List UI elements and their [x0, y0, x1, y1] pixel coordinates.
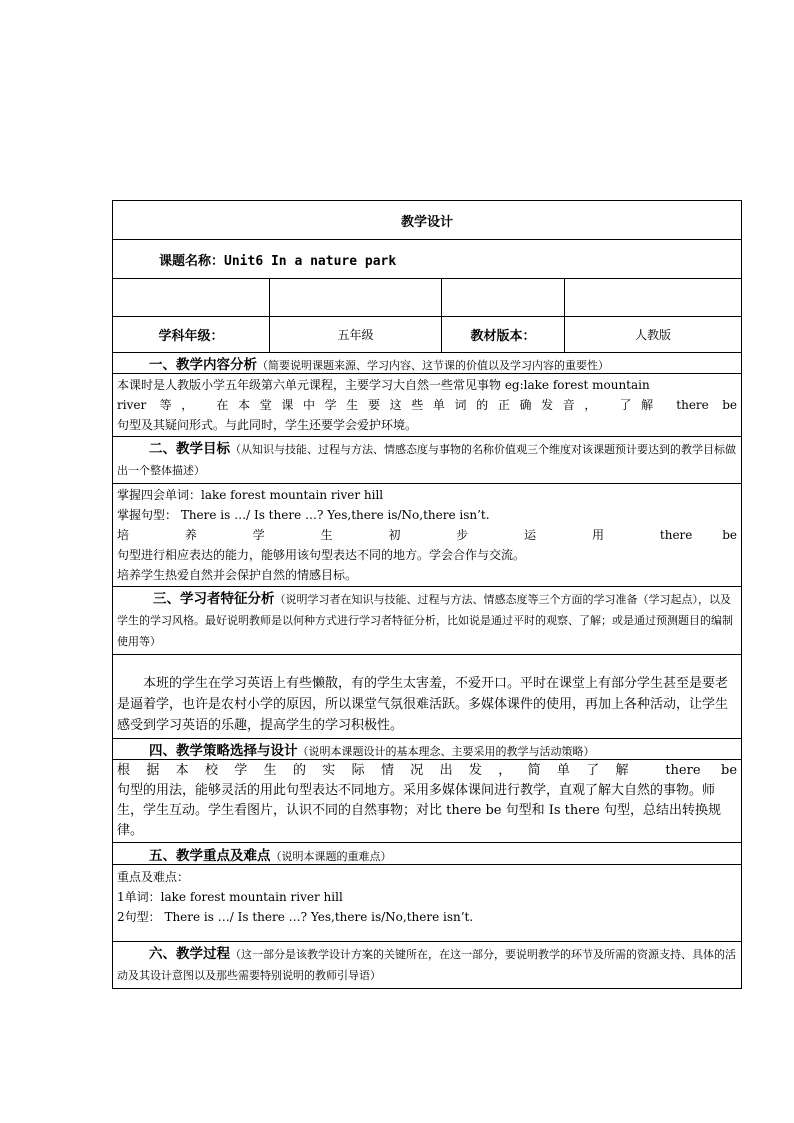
section-3-heading: 三、学习者特征分析 — [153, 591, 275, 607]
course-name-row — [113, 240, 742, 279]
section-1-line-3: 句型及其疑问形式。与此同时，学生还要学会爱护环境。 — [117, 418, 418, 432]
section-2-line-1: 掌握四会单词：lake forest mountain river hill — [117, 488, 384, 502]
section-4-line-1: 根据本校学生的实际情况出发，简单了解 there be — [117, 763, 738, 778]
section-1-body — [113, 374, 742, 437]
section-5-header — [113, 843, 742, 865]
section-6-note: （这一部分是该教学设计方案的关键所在，在这一部分，要说明教学的环节及所需的资源支持、具体的活动及其设计意图以及那些需要特别说明的教师引导语） — [117, 948, 736, 982]
section-6-header — [113, 942, 742, 989]
section-3-body: 本班的学生在学习英语上有些懒散，有的学生太害羞，不爱开口。平时在课堂上有部分学生甚至是要老是逼着学，也许是农村小学的原因，所以课堂气氛很难活跃。多媒体课件的使用，再加上各种活动，让学生感受到学习英语的乐趣，提高学生的学习积极性。 — [117, 676, 729, 733]
section-1-line-2: river 等， 在本堂课中学生要这些单词的正确发音， 了解 there be — [117, 398, 738, 412]
section-2-header — [113, 437, 742, 484]
edition-value: 人教版 — [565, 317, 742, 353]
section-5-body — [113, 865, 742, 942]
empty-cell — [270, 279, 442, 317]
section-2-heading: 二、教学目标 — [149, 441, 230, 457]
section-5-line-1: 重点及难点： — [117, 870, 190, 884]
section-1-heading: 一、教学内容分析 — [149, 357, 257, 373]
section-2-note: （从知识与技能、过程与方法、情感态度与事物的名称价值观三个维度对该课题预计要达到的教学目标做出一个整体描述） — [117, 443, 736, 477]
section-2-line-3: 培 养 学 生 初 步 运 用 there be — [117, 528, 738, 542]
course-label: 课题名称： — [159, 253, 225, 269]
section-3-header — [113, 587, 742, 655]
section-5-line-2: 1单词：lake forest mountain river hill — [117, 890, 343, 904]
course-value: Unit6 In a nature park — [224, 253, 397, 269]
grade-value: 五年级 — [270, 317, 442, 353]
section-5-note: （说明本课题的重难点） — [270, 849, 392, 863]
lesson-design-table — [112, 200, 742, 989]
edition-label: 教材版本： — [442, 317, 565, 353]
section-5-line-3: 2句型： There is …/ Is there …? Yes,there is/No,there isn’t. — [117, 910, 474, 924]
section-2-body — [113, 484, 742, 587]
grade-label: 学科年级： — [113, 317, 270, 353]
empty-cell — [113, 279, 270, 317]
section-3-note: （说明学习者在知识与技能、过程与方法、情感态度等三个方面的学习准备（学习起点），以及学生的学习风格。最好说明教师是以何种方式进行学习者特征分析，比如说是通过平时的观察、了解；或是通过预测题目的编制使用等） — [117, 593, 733, 648]
section-3-body-cell — [113, 655, 742, 739]
section-6-heading: 六、教学过程 — [149, 946, 230, 962]
section-2-line-2: 掌握句型： There is …/ Is there …? Yes,there is/No,there isn’t. — [117, 508, 490, 522]
empty-cell — [565, 279, 742, 317]
section-2-line-5: 培养学生热爱自然并会保护自然的情感目标。 — [117, 568, 358, 582]
section-5-heading: 五、教学重点及难点 — [149, 847, 271, 864]
section-4-note: （说明本课题设计的基本理念、主要采用的教学与活动策略） — [297, 745, 595, 758]
section-1-header — [113, 353, 742, 374]
empty-cell — [442, 279, 565, 317]
section-2-line-4: 句型进行相应表达的能力，能够用该句型表达不同的地方。学会合作与交流。 — [117, 548, 526, 562]
section-4-heading: 四、教学策略选择与设计 — [149, 743, 298, 759]
section-4-header — [113, 739, 742, 760]
section-4-body: 句型的用法，能够灵活的用此句型表达不同地方。采用多媒体课间进行教学，直观了解大自然的事物。师生，学生互动。学生看图片，认识不同的自然事物；对比 there be 句型和 Is there 句型，总结出转换规律。 — [117, 783, 722, 838]
section-4-body-cell — [113, 760, 742, 843]
document-title: 教学设计 — [113, 201, 742, 240]
section-1-line-1: 本课时是人教版小学五年级第六单元课程，主要学习大自然一些常见事物 eg:lake forest mountain — [117, 378, 650, 392]
section-1-note: （简要说明课题来源、学习内容、这节课的价值以及学习内容的重要性） — [257, 359, 609, 372]
